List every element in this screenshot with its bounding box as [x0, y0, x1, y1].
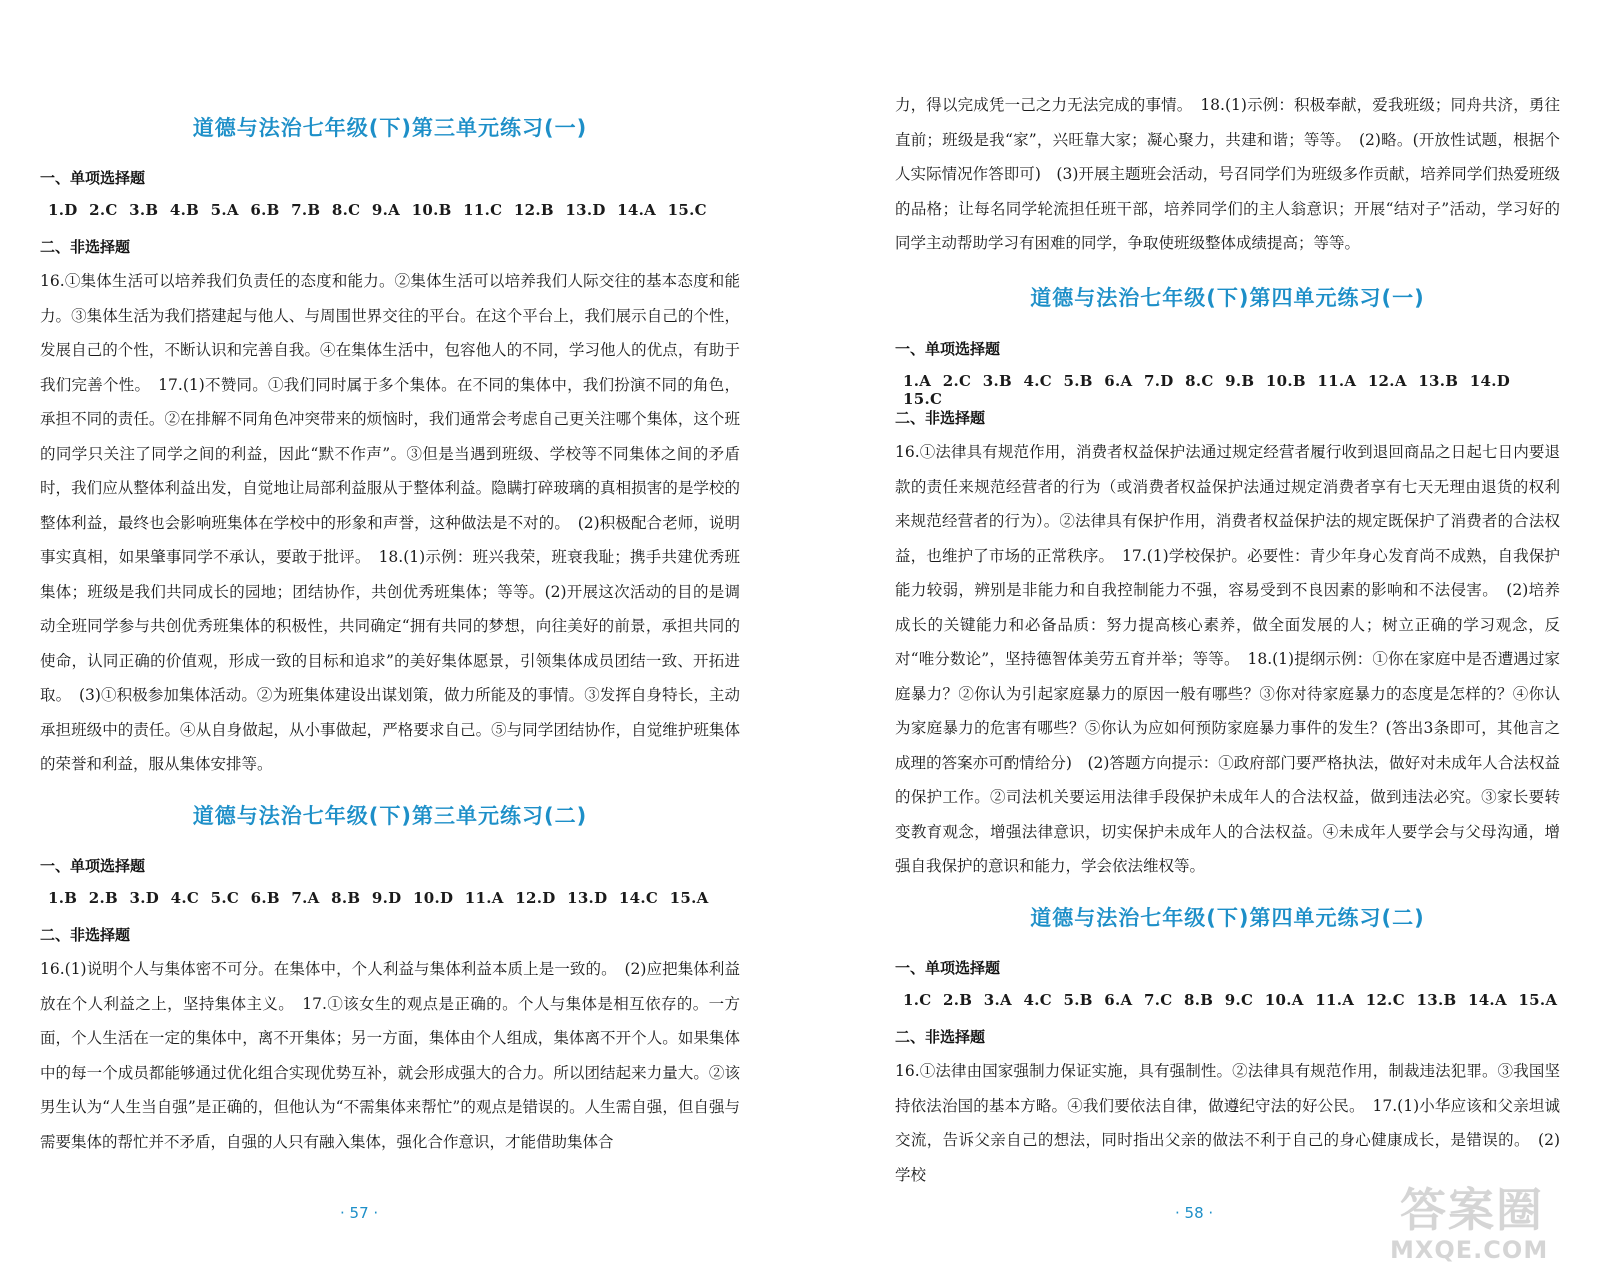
page-number: · 57 ·: [340, 1204, 379, 1222]
section-heading: 一、单项选择题: [895, 340, 1001, 358]
section-heading: 一、单项选择题: [40, 169, 146, 187]
page-number: · 58 ·: [1175, 1204, 1214, 1222]
section-heading: 二、非选择题: [40, 926, 131, 944]
answer-paragraph: 16.①集体生活可以培养我们负责任的态度和能力。②集体生活可以培养我们人际交往的基本态度和能力。③集体生活为我们搭建起与他人、与周围世界交往的平台。在这个平台上，我们展示自己的个性，发展自己的个性，不断认识和完善自我。④在集体生活中，包容他人的不同，学习他人的优点，有助于我们完善个性。 17.(1)不赞同。①我们同时属于多个集体。在不同的集体中，我们扮演不同的角色，承担不同的责任。②在排解不同角色冲突带来的烦恼时，我们通常会考虑自己更关注哪个集体，这个班的同学只关注了同学之间的利益，因此“默不作声”。③但是当遇到班级、学校等不同集体之间的矛盾时，我们应从整体利益出发，自觉地让局部利益服从于整体利益。隐瞒打碎玻璃的真相损害的是学校的整体利益，最终也会影响班集体在学校中的形象和声誉，这种做法是不对的。 (2)积极配合老师，说明事实真相，如果肇事同学不承认，要敢于批评。 18.(1)示例：班兴我荣，班衰我耻；携手共建优秀班集体；班级是我们共同成长的园地；团结协作，共创优秀班集体；等等。(2)开展这次活动的目的是调动全班同学参与共创优秀班集体的积极性，共同确定“拥有共同的梦想，向往美好的前景，承担共同的使命，认同正确的价值观，形成一致的目标和追求”的美好集体愿景，引领集体成员团结一致、开拓进取。 (3)①积极参加集体活动。②为班集体建设出谋划策，做力所能及的事情。③发挥自身特长，主动承担班级中的责任。④从自身做起，从小事做起，严格要求自己。⑤与同学团结协作，自觉维护班集体的荣誉和利益，服从集体安排等。: [40, 272, 740, 773]
section-heading: 二、非选择题: [40, 238, 131, 256]
section-title: 道德与法治七年级(下)第三单元练习(一): [192, 116, 588, 140]
watermark-text: 答案圈: [1400, 1183, 1544, 1237]
section-heading: 二、非选择题: [895, 409, 986, 427]
section-title: 道德与法治七年级(下)第四单元练习(二): [1030, 906, 1425, 930]
section-title: 道德与法治七年级(下)第三单元练习(二): [192, 804, 588, 828]
answer-paragraph: 16.①法律由国家强制力保证实施，具有强制性。②法律具有规范作用，制裁违法犯罪。③我国坚持依法治国的基本方略。④我们要依法自律，做遵纪守法的好公民。 17.(1)小华应该和父亲坦诚交流，告诉父亲自己的想法，同时指出父亲的做法不利于自己的身心健康成长，是错误的。 (2)学校: [895, 1062, 1560, 1184]
answer-key: 1.B 2.B 3.D 4.C 5.C 6.B 7.A 8.B 9.D 10.D 11.A 12.D 13.D 14.C 15.A: [48, 889, 709, 907]
section-title: 道德与法治七年级(下)第四单元练习(一): [1030, 286, 1425, 310]
answer-key: 1.C 2.B 3.A 4.C 5.B 6.A 7.C 8.B 9.C 10.A 11.A 12.C 13.B 14.A 15.A: [903, 991, 1558, 1009]
watermark-url: MXQE.COM: [1390, 1236, 1549, 1264]
section-heading: 一、单项选择题: [895, 959, 1001, 977]
answer-paragraph: 16.①法律具有规范作用，消费者权益保护法通过规定经营者履行收到退回商品之日起七日内要退款的责任来规范经营者的行为（或消费者权益保护法通过规定消费者享有七天无理由退货的权利来规范经营者的行为）。②法律具有保护作用，消费者权益保护法的规定既保护了消费者的合法权益，也维护了市场的正常秩序。 17.(1)学校保护。必要性：青少年身心发育尚不成熟，自我保护能力较弱，辨别是非能力和自我控制能力不强，容易受到不良因素的影响和不法侵害。 (2)培养成长的关键能力和必备品质：努力提高核心素养，做全面发展的人；树立正确的学习观念，反对“唯分数论”，坚持德智体美劳五育并举；等等。 18.(1)提纲示例：①你在家庭中是否遭遇过家庭暴力？②你认为引起家庭暴力的原因一般有哪些？③你对待家庭暴力的态度是怎样的？④你认为家庭暴力的危害有哪些？⑤你认为应如何预防家庭暴力事件的发生？(答出3条即可，其他言之成理的答案亦可酌情给分) (2)答题方向提示：①政府部门要严格执法，做好对未成年人合法权益的保护工作。②司法机关要运用法律手段保护未成年人的合法权益，做到违法必究。③家长要转变教育观念，增强法律意识，切实保护未成年人的合法权益。④未成年人要学会与父母沟通，增强自我保护的意识和能力，学会依法维权等。: [895, 443, 1560, 875]
page-right: [800, 0, 1600, 1272]
answer-paragraph: 力，得以完成凭一己之力无法完成的事情。 18.(1)示例：积极奉献，爱我班级；同舟共济，勇往直前；班级是我“家”，兴旺靠大家；凝心聚力，共建和谐；等等。 (2)略。(开放性试题，根据个人实际情况作答即可) (3)开展主题班会活动，号召同学们为班级多作贡献，培养同学们热爱班级的品格；让每名同学轮流担任班干部，培养同学们的主人翁意识；开展“结对子”活动，学习好的同学主动帮助学习有困难的同学，争取使班级整体成绩提高；等等。: [895, 96, 1560, 252]
watermark-logo: [1390, 1174, 1570, 1264]
section-heading: 一、单项选择题: [40, 857, 146, 875]
answer-paragraph: 16.(1)说明个人与集体密不可分。在集体中，个人利益与集体利益本质上是一致的。 (2)应把集体利益放在个人利益之上，坚持集体主义。 17.①该女生的观点是正确的。个人与集体是相互依存的。一方面，个人生活在一定的集体中，离不开集体；另一方面，集体由个人组成，集体离不开个人。如果集体中的每一个成员都能够通过优化组合实现优势互补，就会形成强大的合力。所以团结起来力量大。②该男生认为“人生当自强”是正确的，但他认为“不需集体来帮忙”的观点是错误的。人生需自强，但自强与需要集体的帮忙并不矛盾，自强的人只有融入集体，强化合作意识，才能借助集体合: [40, 960, 740, 1151]
section-heading: 二、非选择题: [895, 1028, 986, 1046]
answer-key: 1.D 2.C 3.B 4.B 5.A 6.B 7.B 8.C 9.A 10.B 11.C 12.B 13.D 14.A 15.C: [48, 201, 707, 219]
answer-key: 1.A 2.C 3.B 4.C 5.B 6.A 7.D 8.C 9.B 10.B 11.A 12.A 13.B 14.D 15.C: [903, 372, 1511, 408]
